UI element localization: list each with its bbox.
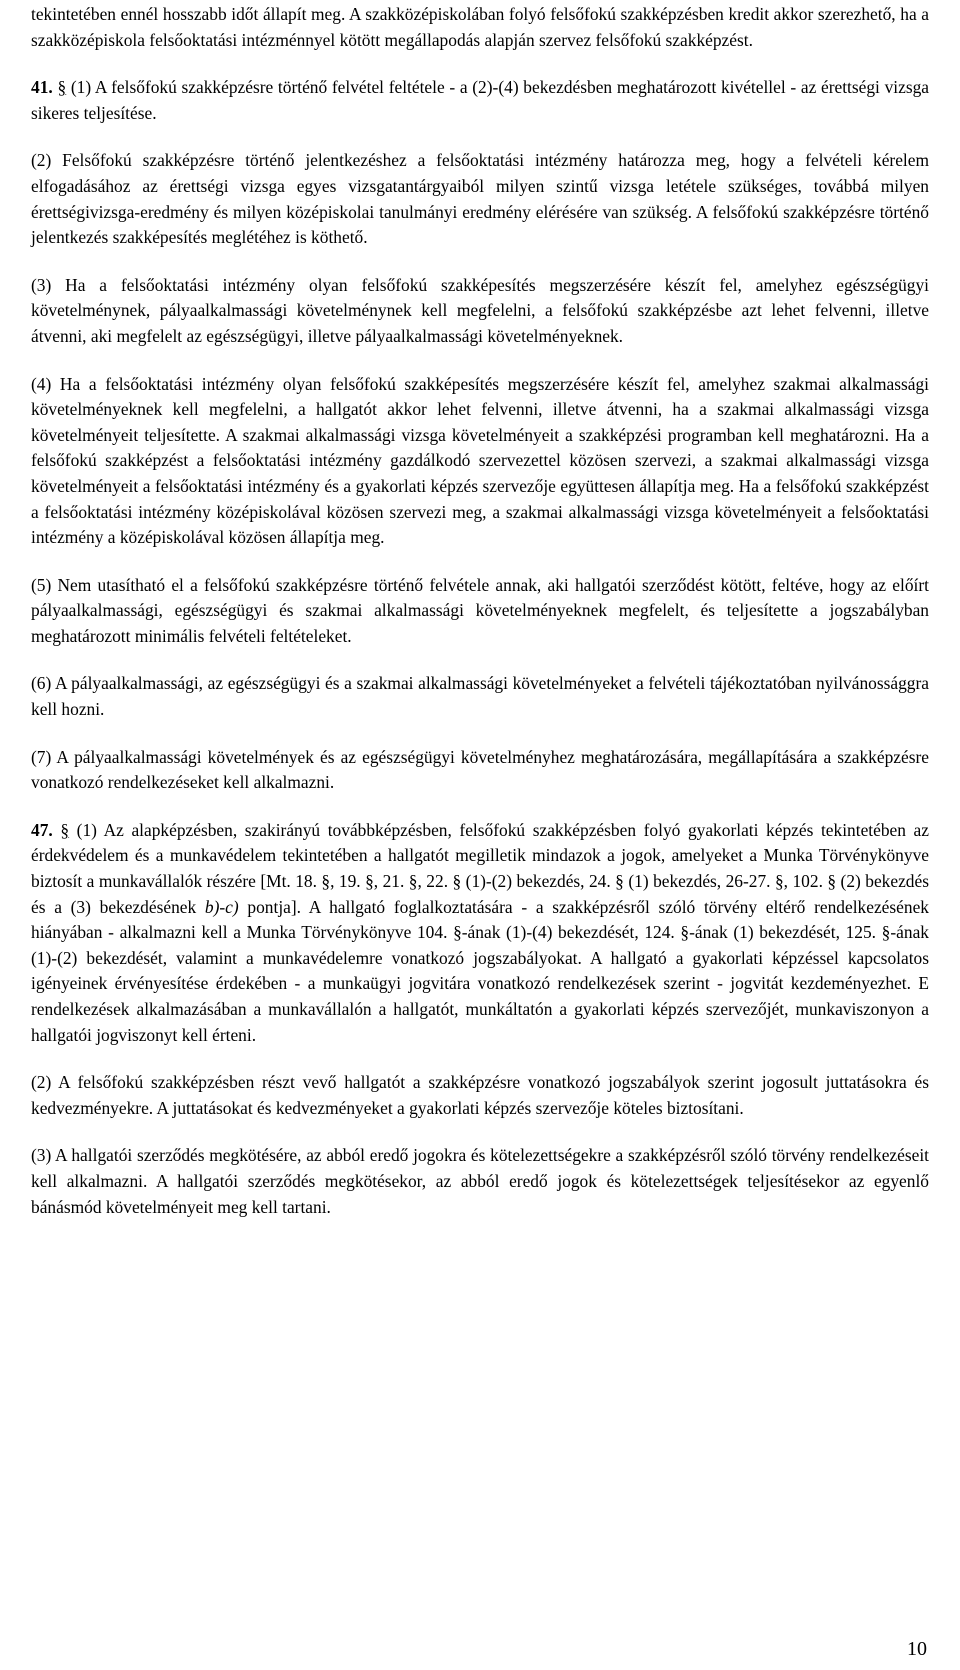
paragraph-section-41-6: (6) A pályaalkalmassági, az egészségügyi és a szakmai alkalmassági követelményeket a felvételi tájékoztatóban nyilvánossággra kell hozni. [31, 673, 929, 720]
paragraph-section-41-4: (4) Ha a felsőoktatási intézmény olyan felsőfokú szakképesítés megszerzésére készít fel, amelyhez szakmai alkalmassági követelményeknek kell megfelelni, a hallgatót akkor lehet felvenni, illetve átvenni, ha a szakmai alkalmassági vizsga követelményeit teljesítette. A szakmai alkalmassági vizsga követelményeit a szakképzési programban kell meghatározni. Ha a felsőfokú szakképzést a felsőoktatási intézmény gazdálkodó szervezettel közösen szervezi, a szakmai alkalmassági vizsga követelményeit a felsőoktatási intézmény és a gyakorlati képzés szervezője együttesen állapítja meg. Ha a felsőfokú szakképzést a felsőoktatási intézmény középiskolával közösen szervezi meg, a szakmai alkalmassági vizsga követelményeit a felsőoktatási intézmény a középiskolával közösen állapítja meg. [31, 373, 929, 548]
paragraph-gap [31, 126, 929, 148]
paragraph-section-41-1: 41. § (1) A felsőfokú szakképzésre történő felvétel feltétele - a (2)-(4) bekezdésben meghatározott kivétellel - az érettségi vizsga sikeres teljesítése. [31, 77, 929, 123]
paragraph-intro: tekintetében ennél hosszabb időt állapít meg. A szakközépiskolában folyó felsőfokú szakképzésben kredit akkor szerezhető, ha a szakközépiskola felsőoktatási intézménnyel kötött megállapodás alapján szervez felsőfokú szakképzést. [31, 4, 929, 50]
paragraph-gap [31, 649, 929, 671]
section-sign: § [60, 819, 70, 840]
paragraph-gap [31, 796, 929, 818]
paragraph-gap [31, 251, 929, 273]
paragraph-section-41-7: (7) A pályaalkalmassági követelmények és az egészségügyi követelményhez meghatározására, megállapítására a szakképzésre vonatkozó rendelkezéseket kell alkalmazni. [31, 746, 929, 793]
paragraph-section-41-3: (3) Ha a felsőoktatási intézmény olyan felsőfokú szakképesítés megszerzésére készít fel, amelyhez egészségügyi követelménynek, pályaalkalmassági követelménynek kell megfelelni, a felsőfokú szakképzésbe azt lehet felvenni, illetve átvenni, aki megfelelt az egészségügyi, illetve pályaalkalmassági követelményeknek. [31, 274, 929, 346]
page-number: 10 [907, 1638, 927, 1660]
section-number: 41. [31, 77, 53, 98]
paragraph-section-41-5: (5) Nem utasítható el a felsőfokú szakképzésre történő felvétele annak, aki hallgatói szerződést kötött, feltéve, hogy az előírt pályaalkalmassági, egészségügyi és szakmai alkalmassági követelményeknek megfelelt, és teljesítette a jogszabályban meghatározott minimális felvételi feltételeket. [31, 574, 929, 646]
paragraph-gap [31, 53, 929, 75]
paragraph-gap [31, 1048, 929, 1070]
section-number: 47. [31, 819, 53, 840]
paragraph-gap [31, 350, 929, 372]
paragraph-gap [31, 723, 929, 745]
italic-points: b)-c) [204, 896, 239, 917]
section-sign: § [57, 77, 67, 98]
paragraph-section-47-2: (2) A felsőfokú szakképzésben részt vevő hallgatót a szakképzésre vonatkozó jogszabályok szerint jogosult juttatásokra és kedvezményekre. A juttatásokat és kedvezményeket a gyakorlati képzés szervezője köteles biztosítani. [31, 1072, 929, 1118]
paragraph-gap [31, 551, 929, 573]
document-page [31, 0, 929, 1220]
paragraph-section-47-1: 47. § (1) Az alapképzésben, szakirányú továbbképzésben, felsőfokú szakképzésben folyó gyakorlati képzés tekintetében az érdekvédelem és a munkavédelem tekintetében a hallgatót megilletik mindazok a jogok, amelyeket a Munka Törvénykönyve biztosít a munkavállalók részére [Mt. 18. §, 19. §, 21. §, 22. § (1)-(2) bekezdés, 24. § (1) bekezdés, 26-27. §, 102. § (2) bekezdés és a (3) bekezdésének b)-c) pontja]. A hallgató foglalkoztatására - a szakképzésről szóló törvény eltérő rendelkezésének hiányában - alkalmazni kell a Munka Törvénykönyve 104. §-ának (1)-(4) bekezdését, 124. §-ának (1) bekezdését, 125. §-ának (1)-(2) bekezdését, valamint a munkavédelemre vonatkozó jogszabályokat. A hallgató a gyakorlati képzéssel kapcsolatos igényeinek érvényesítése érdekében - a munkaügyi jogvitára vonatkozó rendelkezések szerint - jogvitát kezdeményezhet. E rendelkezések alkalmazásában a munkavállalón a hallgatót, munkáltatón a gyakorlati képzés szervezőjét, munkaviszonyon a hallgatói jogviszonyt kell érteni. [31, 819, 929, 1045]
paragraph-section-41-2: (2) Felsőfokú szakképzésre történő jelentkezéshez a felsőoktatási intézmény határozza meg, hogy a felvételi kérelem elfogadásához az érettségi vizsga egyes vizsgatantárgyaiból milyen szintű vizsga letétele szükséges, továbbá milyen érettségivizsga-eredmény és milyen középiskolai tanulmányi eredmény elérésére van szükség. A felsőfokú szakképzésre történő jelentkezés szakképesítés meglétéhez is köthető. [31, 150, 929, 248]
paragraph-gap [31, 1121, 929, 1143]
paragraph-section-47-3: (3) A hallgatói szerződés megkötésére, az abból eredő jogokra és kötelezettségekre a szakképzésről szóló törvény rendelkezéseit kell alkalmazni. A hallgatói szerződés megkötésekor, az abból eredő jogok és kötelezettségek teljesítésekor az egyenlő bánásmód követelményeit meg kell tartani. [31, 1145, 929, 1217]
